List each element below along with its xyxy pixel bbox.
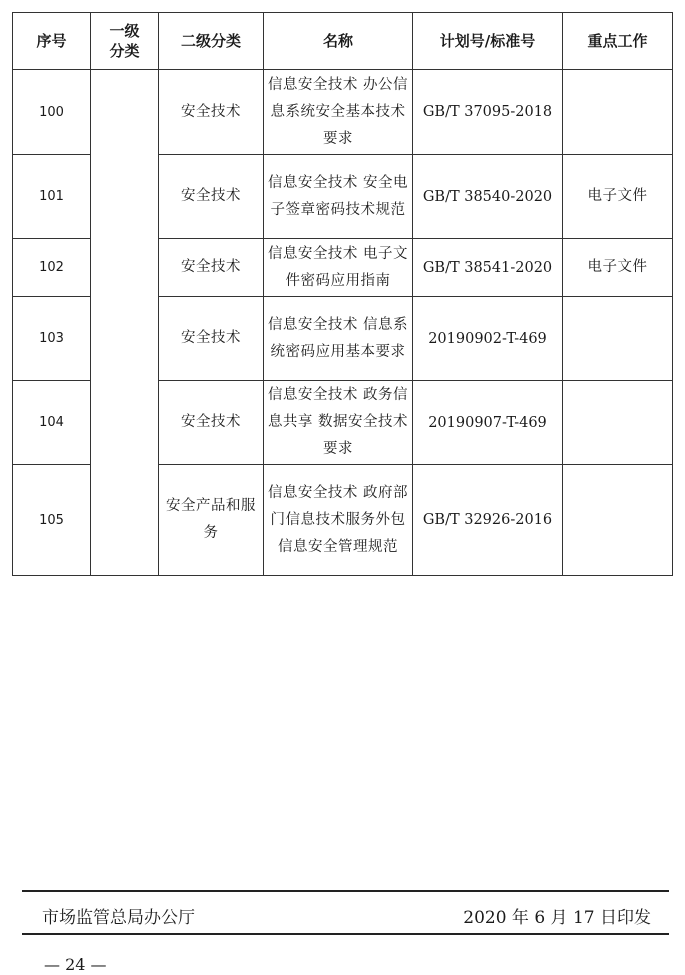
row-seq: 101 <box>13 155 91 239</box>
header-name: 名称 <box>264 13 413 70</box>
row-cat2: 安全技术 <box>159 70 264 155</box>
row-seq: 102 <box>13 239 91 297</box>
row-code: GB/T 38541-2020 <box>413 239 563 297</box>
row-cat2: 安全技术 <box>159 155 264 239</box>
header-cat2: 二级分类 <box>159 13 264 70</box>
row-seq: 103 <box>13 297 91 381</box>
row-cat2: 安全技术 <box>159 381 264 465</box>
row-seq: 104 <box>13 381 91 465</box>
table-row <box>13 70 673 155</box>
row-seq: 105 <box>13 465 91 576</box>
header-cat1: 一级 分类 <box>91 13 159 70</box>
row-key: 电子文件 <box>563 155 673 239</box>
row-seq: 100 <box>13 70 91 155</box>
row-name: 信息安全技术 安全电子签章密码技术规范 <box>264 155 413 239</box>
row-name: 信息安全技术 信息系统密码应用基本要求 <box>264 297 413 381</box>
header-code: 计划号/标准号 <box>413 13 563 70</box>
page-number: — 24 — <box>44 955 107 974</box>
row-key: 电子文件 <box>563 239 673 297</box>
row-key <box>563 465 673 576</box>
row-key <box>563 70 673 155</box>
header-key: 重点工作 <box>563 13 673 70</box>
footer-top-rule <box>22 890 669 892</box>
row-cat2: 安全产品和服务 <box>159 465 264 576</box>
header-row <box>13 13 673 70</box>
row-code: 20190907-T-469 <box>413 381 563 465</box>
cat1-cell <box>91 70 159 576</box>
row-cat2: 安全技术 <box>159 239 264 297</box>
row-code: GB/T 32926-2016 <box>413 465 563 576</box>
footer-issuer: 市场监管总局办公厅 <box>42 908 195 928</box>
row-name: 信息安全技术 办公信息系统安全基本技术要求 <box>264 70 413 155</box>
row-key <box>563 381 673 465</box>
row-name: 信息安全技术 政府部门信息技术服务外包信息安全管理规范 <box>264 465 413 576</box>
row-code: GB/T 38540-2020 <box>413 155 563 239</box>
row-cat2: 安全技术 <box>159 297 264 381</box>
header-seq: 序号 <box>13 13 91 70</box>
row-key <box>563 297 673 381</box>
row-name: 信息安全技术 政务信息共享 数据安全技术要求 <box>264 381 413 465</box>
standards-table <box>12 12 673 576</box>
row-name: 信息安全技术 电子文件密码应用指南 <box>264 239 413 297</box>
footer-date: 2020 年 6 月 17 日印发 <box>463 908 651 928</box>
row-code: GB/T 37095-2018 <box>413 70 563 155</box>
row-code: 20190902-T-469 <box>413 297 563 381</box>
footer-bottom-rule <box>22 933 669 935</box>
